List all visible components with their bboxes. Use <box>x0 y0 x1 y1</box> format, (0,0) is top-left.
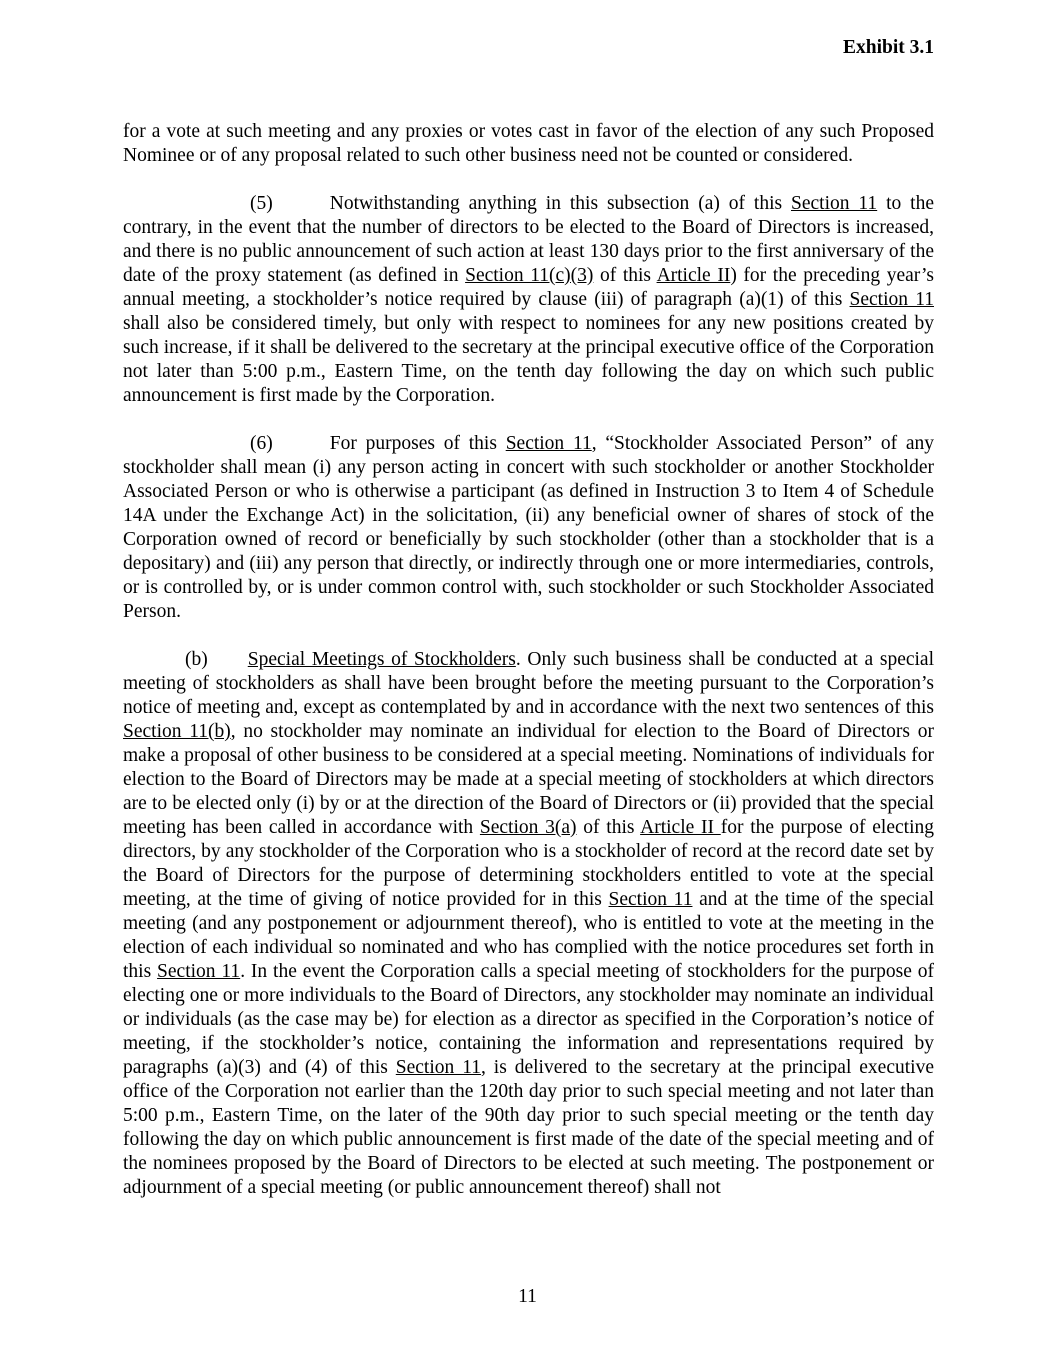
body-text-run: (b) <box>185 649 208 670</box>
body-text-run: Notwithstanding anything in this subsection (a) of this <box>329 193 791 214</box>
cross-reference-text: Section 11 <box>791 193 878 214</box>
cross-reference-text: Section 11 <box>608 889 693 910</box>
body-text-run: , no stockholder may nominate an individual for election to the Board of Directors or make a proposal of other business to be considered at a special meeting. Nominations of individuals for election to the Board of Directors may be made at a special meeting of stockholders at which directors are to be elected only (i) by or at the direction of the Board of Directors or (ii) provided that the special meeting has been called in accordance with <box>123 721 934 838</box>
cross-reference-text: Section 3(a) <box>479 817 577 838</box>
cross-reference-text: Article II <box>640 817 721 838</box>
body-text-run: of this <box>593 265 657 286</box>
cross-reference-text: Article II <box>656 265 731 286</box>
cross-reference-text: Section 11(c)(3) <box>465 265 594 286</box>
body-text-run: to the contrary, in the event that the number of directors to be elected to the Board of Directors is increased, and there is no public announcement of such action at least 130 days prior to the first anniversary of the date of the proxy statement (as defined in <box>123 193 934 286</box>
body-text-run: (6) <box>250 433 273 454</box>
tab-spacer <box>273 208 330 209</box>
body-text-run: . In the event the Corporation calls a special meeting of stockholders for the purpose of electing one or more individuals to the Board of Directors, any stockholder may nominate an individual or individuals (as the case may be) for election as a director as specified in the Corporation’s notice of meeting, if the stockholder’s notice, containing the information and representations required by paragraphs (a)(3) and (4) of this <box>123 961 934 1078</box>
document-body <box>123 120 934 1200</box>
cross-reference-text: Section 11(b) <box>123 721 231 742</box>
para-vote-continuation <box>123 120 934 168</box>
body-text-run: (5) <box>250 193 273 214</box>
cross-reference-text: Section 11 <box>505 433 592 454</box>
body-text-run: ) for the preceding year’s annual meeting, a stockholder’s notice required by clause (iii) of paragraph (a)(1) of this <box>123 265 934 310</box>
cross-reference-text: Section 11 <box>849 289 934 310</box>
para-item-5 <box>123 192 934 408</box>
body-text-run: of this <box>576 817 641 838</box>
page-number: 11 <box>518 1286 537 1307</box>
exhibit-header-label: Exhibit 3.1 <box>842 37 934 58</box>
cross-reference-text: Section 11 <box>157 961 241 982</box>
body-text-run: for the purpose of electing directors, by any stockholder of the Corporation who is a stockholder of record at the record date set by the Board of Directors for the purpose of determining stockholders entitled to vote at the special meeting, at the time of giving of notice provided for in this <box>123 817 934 910</box>
body-text-run: . Only such business shall be conducted at a special meeting of stockholders as shall have been brought before the meeting pursuant to the Corporation’s notice of meeting and, except as contemplated by and in accordance with the next two sentences of this <box>123 649 934 718</box>
body-text-run: , is delivered to the secretary at the principal executive office of the Corporation not earlier than the 120th day prior to such special meeting and not later than 5:00 p.m., Eastern Time, on the later of the 90th day prior to such special meeting or the tenth day following the day on which public announcement is first made of the date of the special meeting and of the nominees proposed by the Board of Directors to be elected at such meeting. The postponement or adjournment of a special meeting (or public announcement thereof) shall not <box>123 1057 934 1198</box>
body-text-run: and at the time of the special meeting (and any postponement or adjournment thereof), who is entitled to vote at the meeting in the election of each individual so nominated and who has complied with the notice procedures set forth in this <box>123 889 934 982</box>
tab-spacer <box>208 664 248 665</box>
body-text-run: , “Stockholder Associated Person” of any stockholder shall mean (i) any person acting in concert with such stockholder or another Stockholder Associated Person or who is otherwise a participant (as defined in Instruction 3 to Item 4 of Schedule 14A under the Exchange Act) in the solicitation, (ii) any beneficial owner of shares of stock of the Corporation owned of record or beneficially by such stockholder (other than a stockholder that is a depositary) and (iii) any person that directly, or indirectly through one or more intermediaries, controls, or is controlled by, or is under common control with, such stockholder or such Stockholder Associated Person. <box>123 433 934 622</box>
body-text-run: shall also be considered timely, but only with respect to nominees for any new positions created by such increase, if it shall be delivered to the secretary at the principal executive office of the Corporation not later than 5:00 p.m., Eastern Time, on the tenth day following the day on which such public announcement is first made by the Corporation. <box>123 313 934 406</box>
para-item-b <box>123 648 934 1200</box>
tab-spacer <box>273 448 330 449</box>
cross-reference-text: Section 11 <box>395 1057 481 1078</box>
body-text-run: for a vote at such meeting and any proxies or votes cast in favor of the election of any such Proposed Nominee or of any proposal related to such other business need not be counted or considered. <box>123 121 934 166</box>
para-item-6 <box>123 432 934 624</box>
body-text-run: For purposes of this <box>329 433 506 454</box>
cross-reference-text: Special Meetings of Stockholders <box>247 649 516 670</box>
